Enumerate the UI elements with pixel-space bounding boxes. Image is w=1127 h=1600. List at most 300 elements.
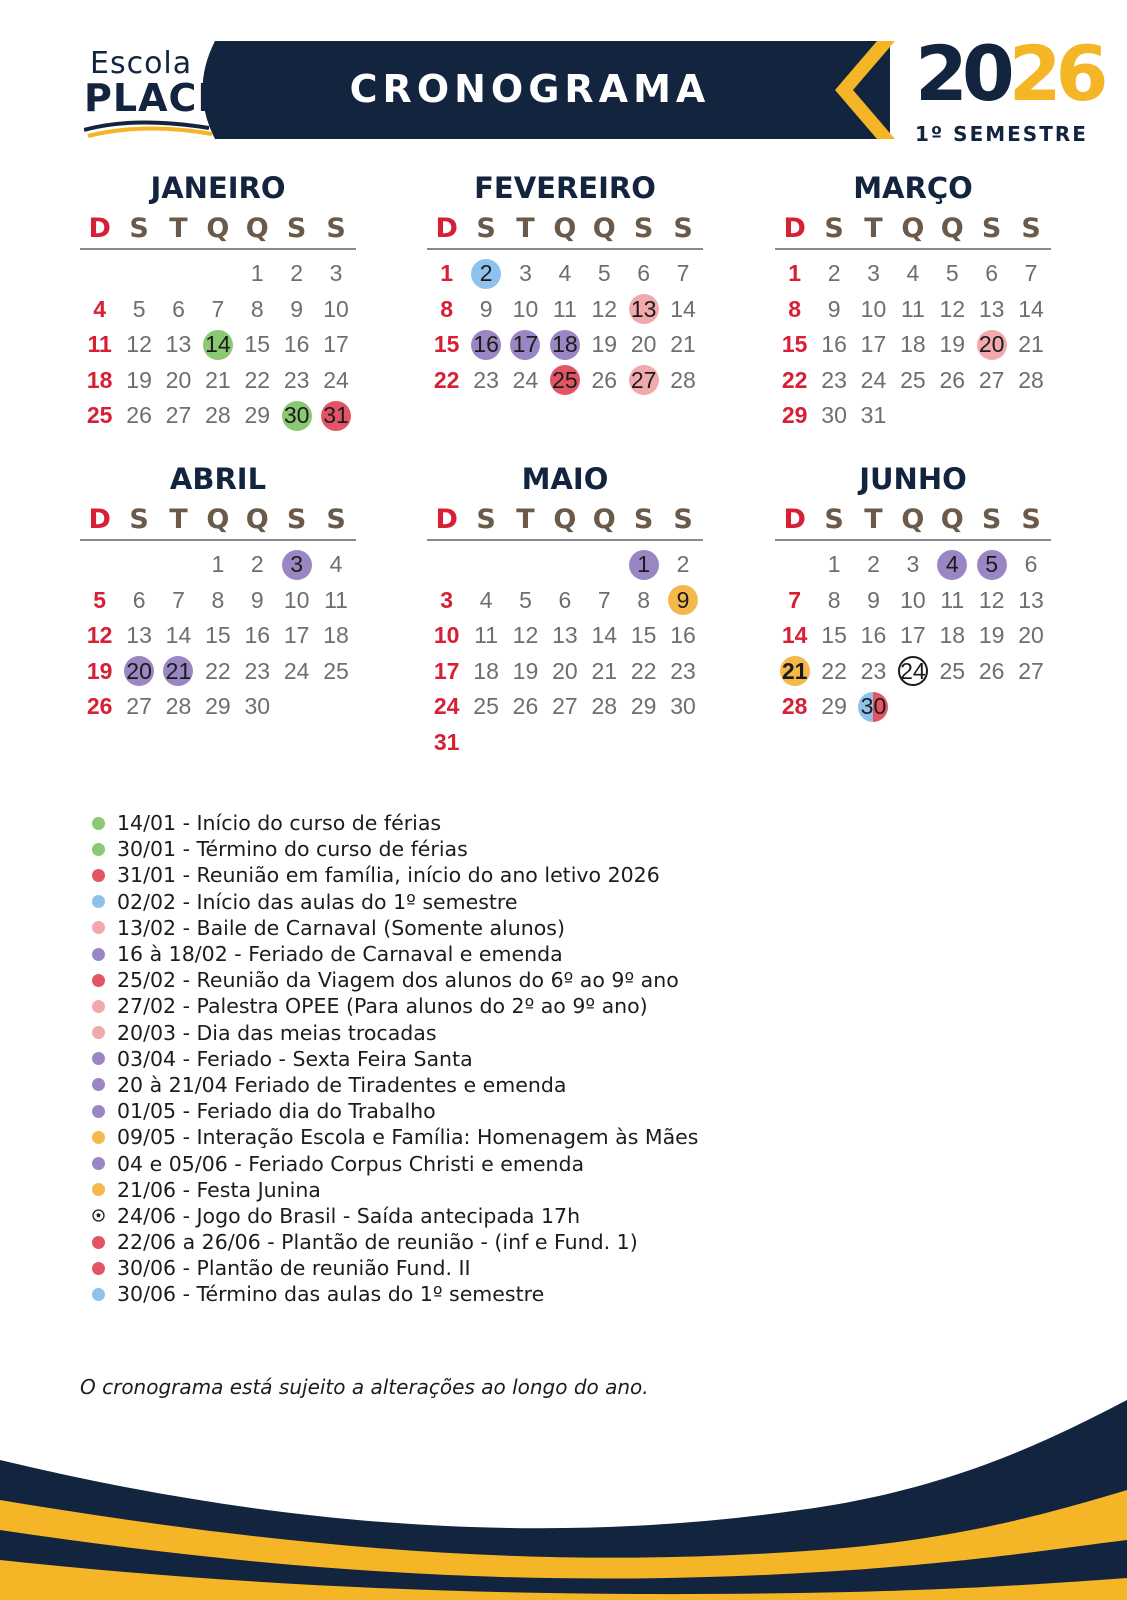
day-cell [585, 363, 624, 399]
day-number: 13 [1018, 586, 1044, 613]
legend-item [92, 1150, 812, 1176]
weekday-label: S [476, 212, 496, 244]
day-number: 2 [867, 551, 880, 578]
day-number: 26 [978, 657, 1005, 684]
day-number: 20 [126, 657, 152, 684]
day-number: 16 [283, 331, 310, 358]
day-cell [624, 363, 663, 399]
day-cell [198, 618, 237, 654]
day-number: 15 [821, 622, 847, 649]
day-cell [277, 547, 316, 583]
day-cell [198, 292, 237, 328]
day-cell [585, 654, 624, 690]
day-number: 17 [323, 331, 349, 358]
day-cell [506, 583, 545, 619]
day-cell [854, 327, 893, 363]
day-number: 16 [821, 331, 847, 358]
day-cell [316, 654, 355, 690]
empty-day [119, 547, 158, 583]
day-cell [814, 689, 853, 725]
day-cell [159, 292, 198, 328]
weekday-header [775, 499, 1051, 541]
day-cell [238, 583, 277, 619]
legend-text: 20 à 21/04 Feriado de Tiradentes e emenda [117, 1072, 567, 1097]
school-logo [70, 38, 225, 142]
day-cell [775, 398, 814, 434]
day-cell [663, 292, 702, 328]
day-number: 25 [552, 366, 578, 393]
day-number: 27 [165, 402, 192, 429]
legend-item [92, 941, 812, 967]
weekday-label: T [516, 212, 535, 244]
day-cell [624, 547, 663, 583]
day-number: 1 [211, 551, 225, 578]
day-cell [80, 689, 119, 725]
legend-dot [92, 895, 105, 908]
day-cell [933, 547, 972, 583]
day-cell [972, 363, 1011, 399]
day-number: 19 [978, 622, 1005, 649]
day-cell [624, 689, 663, 725]
day-cell [1011, 256, 1050, 292]
day-cell [119, 363, 158, 399]
day-cell [119, 689, 158, 725]
weekday-label: S [981, 212, 1002, 244]
weekday-label: T [864, 212, 883, 244]
day-number: 21 [591, 657, 618, 684]
day-number: 4 [479, 586, 493, 613]
day-cell [80, 292, 119, 328]
day-number: 24 [323, 366, 349, 393]
day-number: 7 [1024, 260, 1038, 287]
day-cell [893, 654, 932, 690]
day-number: 21 [1018, 331, 1044, 358]
month-abril [80, 459, 356, 725]
day-number: 22 [821, 657, 847, 684]
legend-dot [92, 921, 105, 934]
legend-dot [92, 1000, 105, 1013]
day-number: 2 [479, 260, 493, 287]
day-number: 11 [900, 295, 925, 322]
day-cell [80, 363, 119, 399]
day-cell [663, 327, 702, 363]
day-cell [933, 363, 972, 399]
day-number: 8 [788, 295, 802, 322]
day-number: 22 [630, 657, 657, 684]
day-number: 1 [788, 260, 802, 287]
legend-item [92, 1046, 812, 1072]
legend-dot [92, 1183, 105, 1196]
day-number: 5 [985, 551, 999, 578]
day-number: 3 [519, 260, 532, 287]
day-cell [1011, 327, 1050, 363]
day-number: 5 [519, 586, 532, 613]
day-number: 25 [900, 366, 926, 393]
day-cell [159, 654, 198, 690]
weekday-label: S [476, 503, 496, 535]
day-number: 2 [827, 260, 841, 287]
day-number: 20 [552, 657, 578, 684]
days-grid [775, 256, 1051, 434]
month-maio [427, 459, 703, 760]
days-grid [80, 256, 356, 434]
day-number: 16 [473, 331, 499, 358]
day-cell [159, 618, 198, 654]
disclaimer-note: O cronograma está sujeito a alterações ao longo do ano. [80, 1375, 649, 1399]
day-number: 18 [900, 331, 926, 358]
day-number: 7 [172, 586, 185, 613]
legend-dot [92, 1052, 105, 1065]
day-number: 18 [473, 657, 499, 684]
day-cell [159, 583, 198, 619]
empty-day [159, 547, 198, 583]
day-number: 12 [86, 622, 113, 649]
day-cell [466, 256, 505, 292]
day-number: 23 [670, 657, 696, 684]
month-title: MARÇO [853, 171, 973, 205]
day-number: 15 [205, 622, 231, 649]
day-number: 26 [126, 402, 152, 429]
month-janeiro [80, 168, 356, 434]
day-cell [814, 292, 853, 328]
day-number: 30 [670, 693, 696, 720]
day-cell [893, 292, 932, 328]
day-number: 14 [165, 622, 192, 649]
day-cell [972, 292, 1011, 328]
day-cell [466, 363, 505, 399]
day-cell [1011, 618, 1050, 654]
day-number: 25 [323, 657, 349, 684]
logo-line2: PLACE [84, 76, 225, 120]
day-cell [854, 618, 893, 654]
day-number: 11 [552, 295, 577, 322]
legend-dot [92, 1157, 105, 1170]
month-title: JUNHO [859, 462, 967, 496]
day-cell [277, 583, 316, 619]
day-number: 23 [473, 366, 499, 393]
day-number: 16 [670, 622, 696, 649]
day-number: 5 [93, 586, 107, 613]
day-number: 26 [591, 366, 618, 393]
weekday-label: Q [206, 212, 230, 244]
days-grid [80, 547, 356, 725]
day-number: 5 [945, 260, 959, 287]
day-number: 24 [283, 657, 310, 684]
day-cell [506, 292, 545, 328]
day-cell [624, 583, 663, 619]
day-cell [159, 327, 198, 363]
day-cell [238, 363, 277, 399]
day-number: 4 [558, 260, 572, 287]
day-number: 9 [250, 586, 264, 613]
day-cell [198, 327, 237, 363]
empty-day [585, 547, 624, 583]
day-number: 20 [1018, 622, 1044, 649]
day-cell [427, 583, 466, 619]
day-number: 29 [244, 402, 271, 429]
day-number: 2 [676, 551, 690, 578]
year-part1: 20 [915, 29, 1009, 118]
legend-item [92, 1229, 812, 1255]
page-title: CRONOGRAMA [349, 67, 711, 111]
day-number: 16 [244, 622, 271, 649]
day-number: 20 [630, 331, 657, 358]
legend-text: 22/06 a 26/06 - Plantão de reunião - (inf e Fund. 1) [117, 1230, 638, 1255]
day-cell [893, 547, 932, 583]
year-label [915, 29, 1103, 118]
day-number: 28 [591, 693, 618, 720]
day-number: 9 [290, 295, 304, 322]
day-cell [119, 292, 158, 328]
day-cell [159, 398, 198, 434]
weekday-label: S [129, 212, 149, 244]
day-number: 10 [433, 622, 460, 649]
day-cell [427, 725, 466, 761]
logo-line1: Escola [90, 46, 193, 81]
day-number: 10 [860, 295, 887, 322]
day-cell [277, 327, 316, 363]
day-cell [814, 327, 853, 363]
day-cell [316, 583, 355, 619]
day-cell [427, 654, 466, 690]
day-cell [159, 689, 198, 725]
day-number: 14 [1018, 295, 1044, 322]
day-number: 18 [552, 331, 578, 358]
day-number: 12 [978, 586, 1005, 613]
weekday-label: S [633, 503, 654, 535]
day-number: 3 [906, 551, 920, 578]
day-cell [545, 654, 584, 690]
legend-item [92, 836, 812, 862]
day-number: 8 [250, 295, 264, 322]
day-cell [119, 398, 158, 434]
day-number: 10 [323, 295, 349, 322]
legend-dot [92, 1026, 105, 1039]
legend-dot [92, 869, 105, 882]
weekday-label: Q [592, 212, 616, 244]
legend-text: 09/05 - Interação Escola e Família: Homenagem às Mães [117, 1125, 699, 1150]
day-cell [624, 327, 663, 363]
legend-dot [92, 1262, 105, 1275]
legend-text: 14/01 - Início do curso de férias [117, 811, 442, 836]
day-cell [624, 292, 663, 328]
day-cell [893, 327, 932, 363]
day-number: 13 [552, 622, 578, 649]
day-number: 9 [676, 586, 690, 613]
day-number: 26 [512, 693, 539, 720]
month-fevereiro [427, 168, 703, 398]
day-cell [545, 363, 584, 399]
day-cell [545, 583, 584, 619]
logo-swoosh [84, 116, 214, 140]
day-cell [933, 327, 972, 363]
day-cell [427, 256, 466, 292]
day-number: 30 [244, 693, 271, 720]
weekday-label: T [864, 503, 883, 535]
day-cell [238, 256, 277, 292]
day-number: 3 [867, 260, 880, 287]
day-number: 21 [165, 657, 192, 684]
day-cell [814, 547, 853, 583]
day-number: 19 [939, 331, 966, 358]
weekday-label: Q [553, 212, 577, 244]
day-cell [466, 618, 505, 654]
legend-dot [92, 1078, 105, 1091]
legend-text: 27/02 - Palestra OPEE (Para alunos do 2º ao 9º ano) [117, 994, 648, 1019]
weekday-label: D [88, 503, 111, 535]
day-number: 21 [670, 331, 696, 358]
day-number: 20 [978, 331, 1005, 358]
day-number: 23 [860, 657, 887, 684]
empty-day [466, 547, 505, 583]
day-number: 17 [512, 331, 539, 358]
soccer-ball-icon [92, 1209, 105, 1222]
days-grid [427, 256, 703, 398]
day-cell [814, 618, 853, 654]
day-number: 1 [250, 260, 264, 287]
day-cell [972, 327, 1011, 363]
day-number: 6 [558, 586, 572, 613]
day-number: 4 [93, 295, 107, 322]
weekday-label: D [783, 503, 806, 535]
day-cell [545, 256, 584, 292]
day-cell [972, 618, 1011, 654]
day-cell [277, 292, 316, 328]
weekday-label: S [673, 212, 693, 244]
day-number: 15 [781, 331, 808, 358]
day-number: 18 [86, 366, 113, 393]
day-cell [238, 292, 277, 328]
day-cell [159, 363, 198, 399]
weekday-label: S [673, 503, 693, 535]
header-banner [170, 41, 890, 139]
day-number: 28 [165, 693, 192, 720]
day-number: 1 [440, 260, 454, 287]
legend-text: 30/06 - Plantão de reunião Fund. II [117, 1256, 471, 1281]
month-title: MAIO [521, 462, 609, 496]
day-number: 7 [597, 586, 611, 613]
day-cell [663, 654, 702, 690]
day-number: 28 [670, 366, 696, 393]
legend-item [92, 1098, 812, 1124]
legend-item [92, 1020, 812, 1046]
day-number: 10 [283, 586, 310, 613]
day-number: 12 [512, 622, 539, 649]
weekday-label: Q [245, 503, 269, 535]
decorative-waves [0, 1400, 1127, 1600]
day-cell [316, 363, 355, 399]
legend-item [92, 810, 812, 836]
day-cell [466, 327, 505, 363]
day-number: 3 [329, 260, 343, 287]
day-number: 6 [637, 260, 651, 287]
empty-day [775, 547, 814, 583]
legend-dot [92, 974, 105, 987]
day-cell [119, 654, 158, 690]
weekday-label: D [783, 212, 806, 244]
day-cell [893, 363, 932, 399]
weekday-label: S [981, 503, 1002, 535]
day-number: 23 [283, 366, 310, 393]
day-number: 29 [821, 693, 847, 720]
day-cell [775, 689, 814, 725]
day-number: 14 [591, 622, 618, 649]
day-number: 8 [440, 295, 454, 322]
day-number: 13 [165, 331, 192, 358]
day-number: 4 [945, 551, 959, 578]
empty-day [80, 547, 119, 583]
day-number: 12 [591, 295, 618, 322]
day-cell [814, 654, 853, 690]
day-number: 25 [939, 657, 966, 684]
day-cell [854, 256, 893, 292]
day-cell [277, 256, 316, 292]
day-number: 3 [440, 586, 454, 613]
legend-dot [92, 1288, 105, 1301]
day-number: 14 [670, 295, 696, 322]
month-title: FEVEREIRO [474, 171, 656, 205]
empty-day [159, 256, 198, 292]
legend-text: 04 e 05/06 - Feriado Corpus Christi e emenda [117, 1151, 585, 1176]
day-cell [80, 618, 119, 654]
day-number: 27 [126, 693, 152, 720]
day-cell [119, 583, 158, 619]
day-number: 12 [939, 295, 966, 322]
weekday-label: D [435, 503, 458, 535]
day-cell [585, 618, 624, 654]
day-cell [198, 583, 237, 619]
weekday-label: S [326, 212, 346, 244]
day-cell [316, 547, 355, 583]
day-number: 28 [205, 402, 231, 429]
legend-text: 31/01 - Reunião em família, início do ano letivo 2026 [117, 863, 660, 888]
day-cell [663, 256, 702, 292]
weekday-label: Q [206, 503, 230, 535]
weekday-label: D [88, 212, 111, 244]
day-cell [775, 292, 814, 328]
day-number: 10 [512, 295, 539, 322]
day-number: 13 [126, 622, 152, 649]
weekday-label: D [435, 212, 458, 244]
legend-text: 21/06 - Festa Junina [117, 1177, 321, 1202]
day-number: 12 [126, 331, 152, 358]
day-cell [316, 398, 355, 434]
day-number: 24 [860, 366, 887, 393]
empty-day [506, 547, 545, 583]
day-cell [277, 398, 316, 434]
weekday-label: S [286, 503, 307, 535]
empty-day [119, 256, 158, 292]
day-cell [1011, 583, 1050, 619]
legend-text: 20/03 - Dia das meias trocadas [117, 1020, 437, 1045]
day-cell [775, 327, 814, 363]
day-number: 16 [860, 622, 887, 649]
month-title: JANEIRO [150, 171, 286, 205]
day-cell [972, 547, 1011, 583]
day-cell [1011, 363, 1050, 399]
weekday-label: S [1021, 212, 1041, 244]
day-cell [585, 256, 624, 292]
day-number: 27 [1018, 657, 1044, 684]
day-number: 22 [205, 657, 231, 684]
legend-dot [92, 1131, 105, 1144]
day-number: 8 [211, 586, 225, 613]
day-cell [80, 398, 119, 434]
day-number: 2 [250, 551, 264, 578]
day-number: 31 [860, 402, 887, 429]
day-number: 23 [821, 366, 847, 393]
day-cell [466, 654, 505, 690]
